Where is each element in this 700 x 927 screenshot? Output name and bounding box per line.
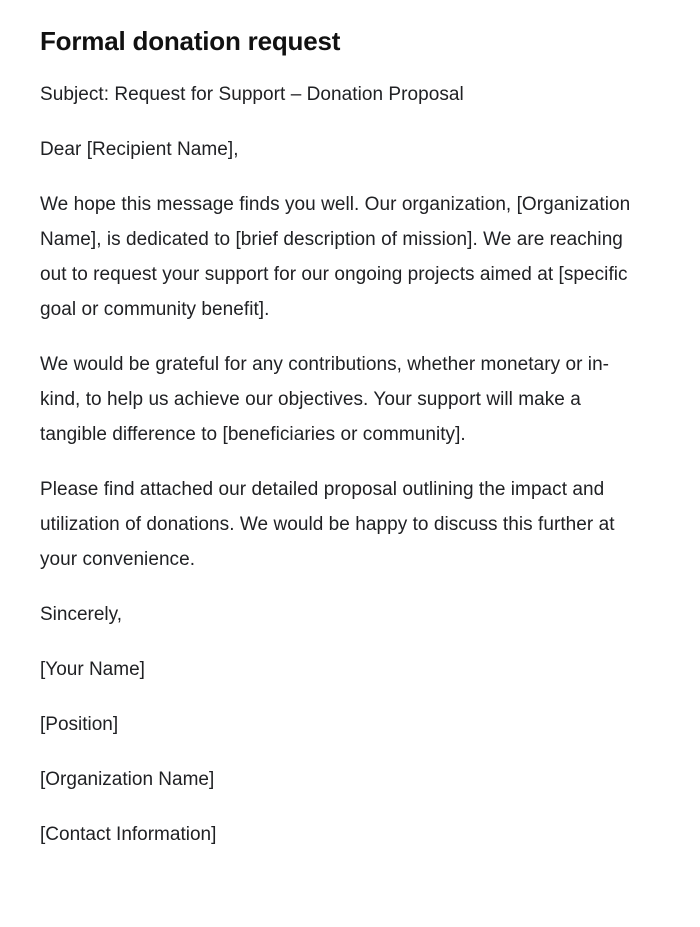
paragraph-spacer — [40, 797, 660, 817]
paragraph-spacer — [40, 577, 660, 597]
page-title: Formal donation request — [40, 26, 341, 56]
title-spacer — [40, 58, 660, 77]
paragraph-spacer — [40, 112, 660, 132]
closing-line: Sincerely, — [40, 604, 123, 625]
salutation: Dear [Recipient Name], — [40, 139, 239, 160]
paragraph-spacer — [40, 167, 660, 187]
paragraph-spacer — [40, 632, 660, 652]
signature-position: [Position] — [40, 714, 119, 735]
signature-organization-name: [Organization Name] — [40, 769, 215, 790]
paragraph-spacer — [40, 687, 660, 707]
paragraph-spacer — [40, 452, 660, 472]
paragraph-spacer — [40, 742, 660, 762]
signature-contact-information: [Contact Information] — [40, 824, 217, 845]
body-paragraph-2: We would be grateful for any contributions, whether monetary or in-kind, to help us achieve our objectives. Your support will make a tangible difference to [beneficiaries or community]. — [40, 354, 610, 445]
signature-your-name: [Your Name] — [40, 659, 145, 680]
body-paragraph-1: We hope this message finds you well. Our organization, [Organization Name], is dedicated to [brief description of mission]. We are reaching out to request your support for our ongoing projects aimed at [specific goal or community benefit]. — [40, 194, 631, 320]
subject-line: Subject: Request for Support – Donation Proposal — [40, 84, 464, 105]
body-paragraph-3: Please find attached our detailed proposal outlining the impact and utilization of donations. We would be happy to discuss this further at your convenience. — [40, 479, 615, 570]
paragraph-spacer — [40, 327, 660, 347]
